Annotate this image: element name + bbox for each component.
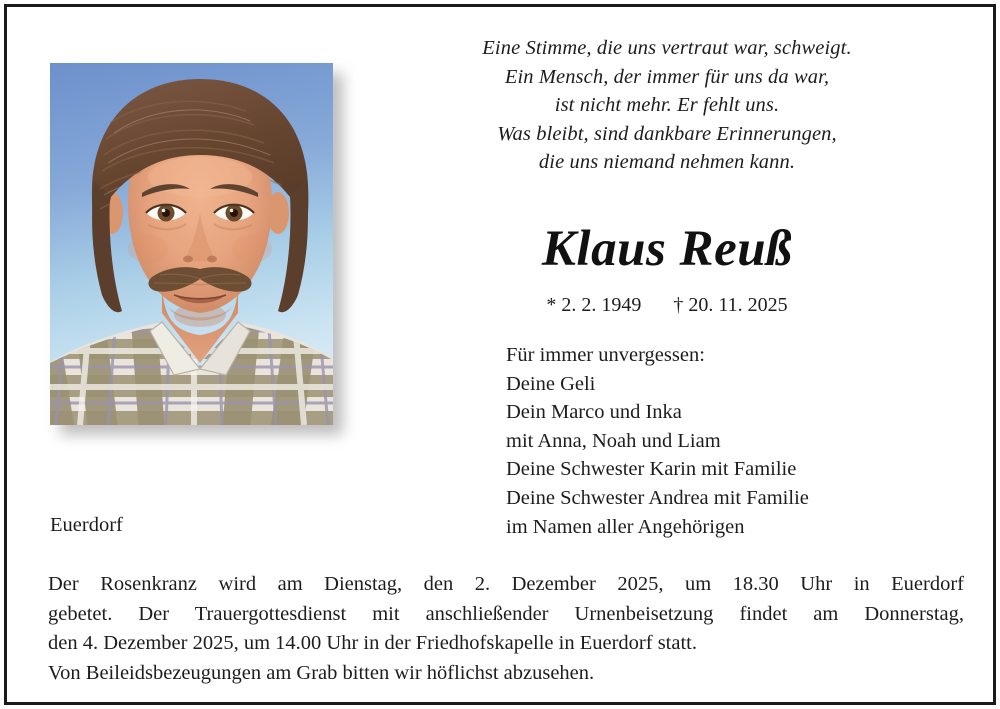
place-name: Euerdorf [50, 514, 123, 536]
born-symbol: * [546, 294, 557, 316]
family-member: Deine Schwester Karin mit Familie [506, 458, 797, 481]
funeral-details [48, 570, 964, 688]
died-date: 20. 11. 2025 [688, 294, 788, 316]
poem-line: Eine Stimme, die uns vertraut war, schweigt. [482, 37, 852, 59]
details-line: gebetet. Der Trauergottesdienst mit anschließender Urnenbeisetzung findet am Donnerstag, [48, 602, 964, 625]
poem-line: Ein Mensch, der immer für uns da war, [504, 65, 830, 88]
family-member: Deine Geli [506, 372, 596, 395]
obituary-notice [4, 4, 996, 705]
family-member: im Namen aller Angehörigen [506, 515, 745, 538]
family-member: Deine Schwester Andrea mit Familie [506, 486, 809, 509]
died-symbol: † [673, 294, 684, 316]
details-line: Von Beileidsbezeugungen am Grab bitten wir höflichst abzusehen. [48, 661, 595, 684]
family-list [506, 341, 906, 541]
poem-line: Was bleibt, sind dankbare Erinnerungen, [497, 122, 837, 145]
deceased-name: Klaus Reuß [541, 221, 793, 277]
family-member: Dein Marco und Inka [506, 401, 682, 424]
portrait-photo [50, 63, 333, 425]
memorial-poem [427, 34, 907, 177]
details-line: den 4. Dezember 2025, um 14.00 Uhr in der Friedhofskapelle in Euerdorf statt. [48, 632, 697, 654]
family-member: mit Anna, Noah und Liam [506, 429, 721, 452]
family-intro: Für immer unvergessen: [506, 344, 705, 366]
poem-line: die uns niemand nehmen kann. [538, 151, 796, 173]
born-date: 2. 2. 1949 [561, 294, 642, 316]
portrait-photo-container [50, 63, 339, 431]
life-dates [427, 292, 907, 318]
details-line: Der Rosenkranz wird am Dienstag, den 2. Dezember 2025, um 18.30 Uhr in Euerdorf [48, 573, 964, 595]
poem-line: ist nicht mehr. Er fehlt uns. [554, 94, 780, 116]
